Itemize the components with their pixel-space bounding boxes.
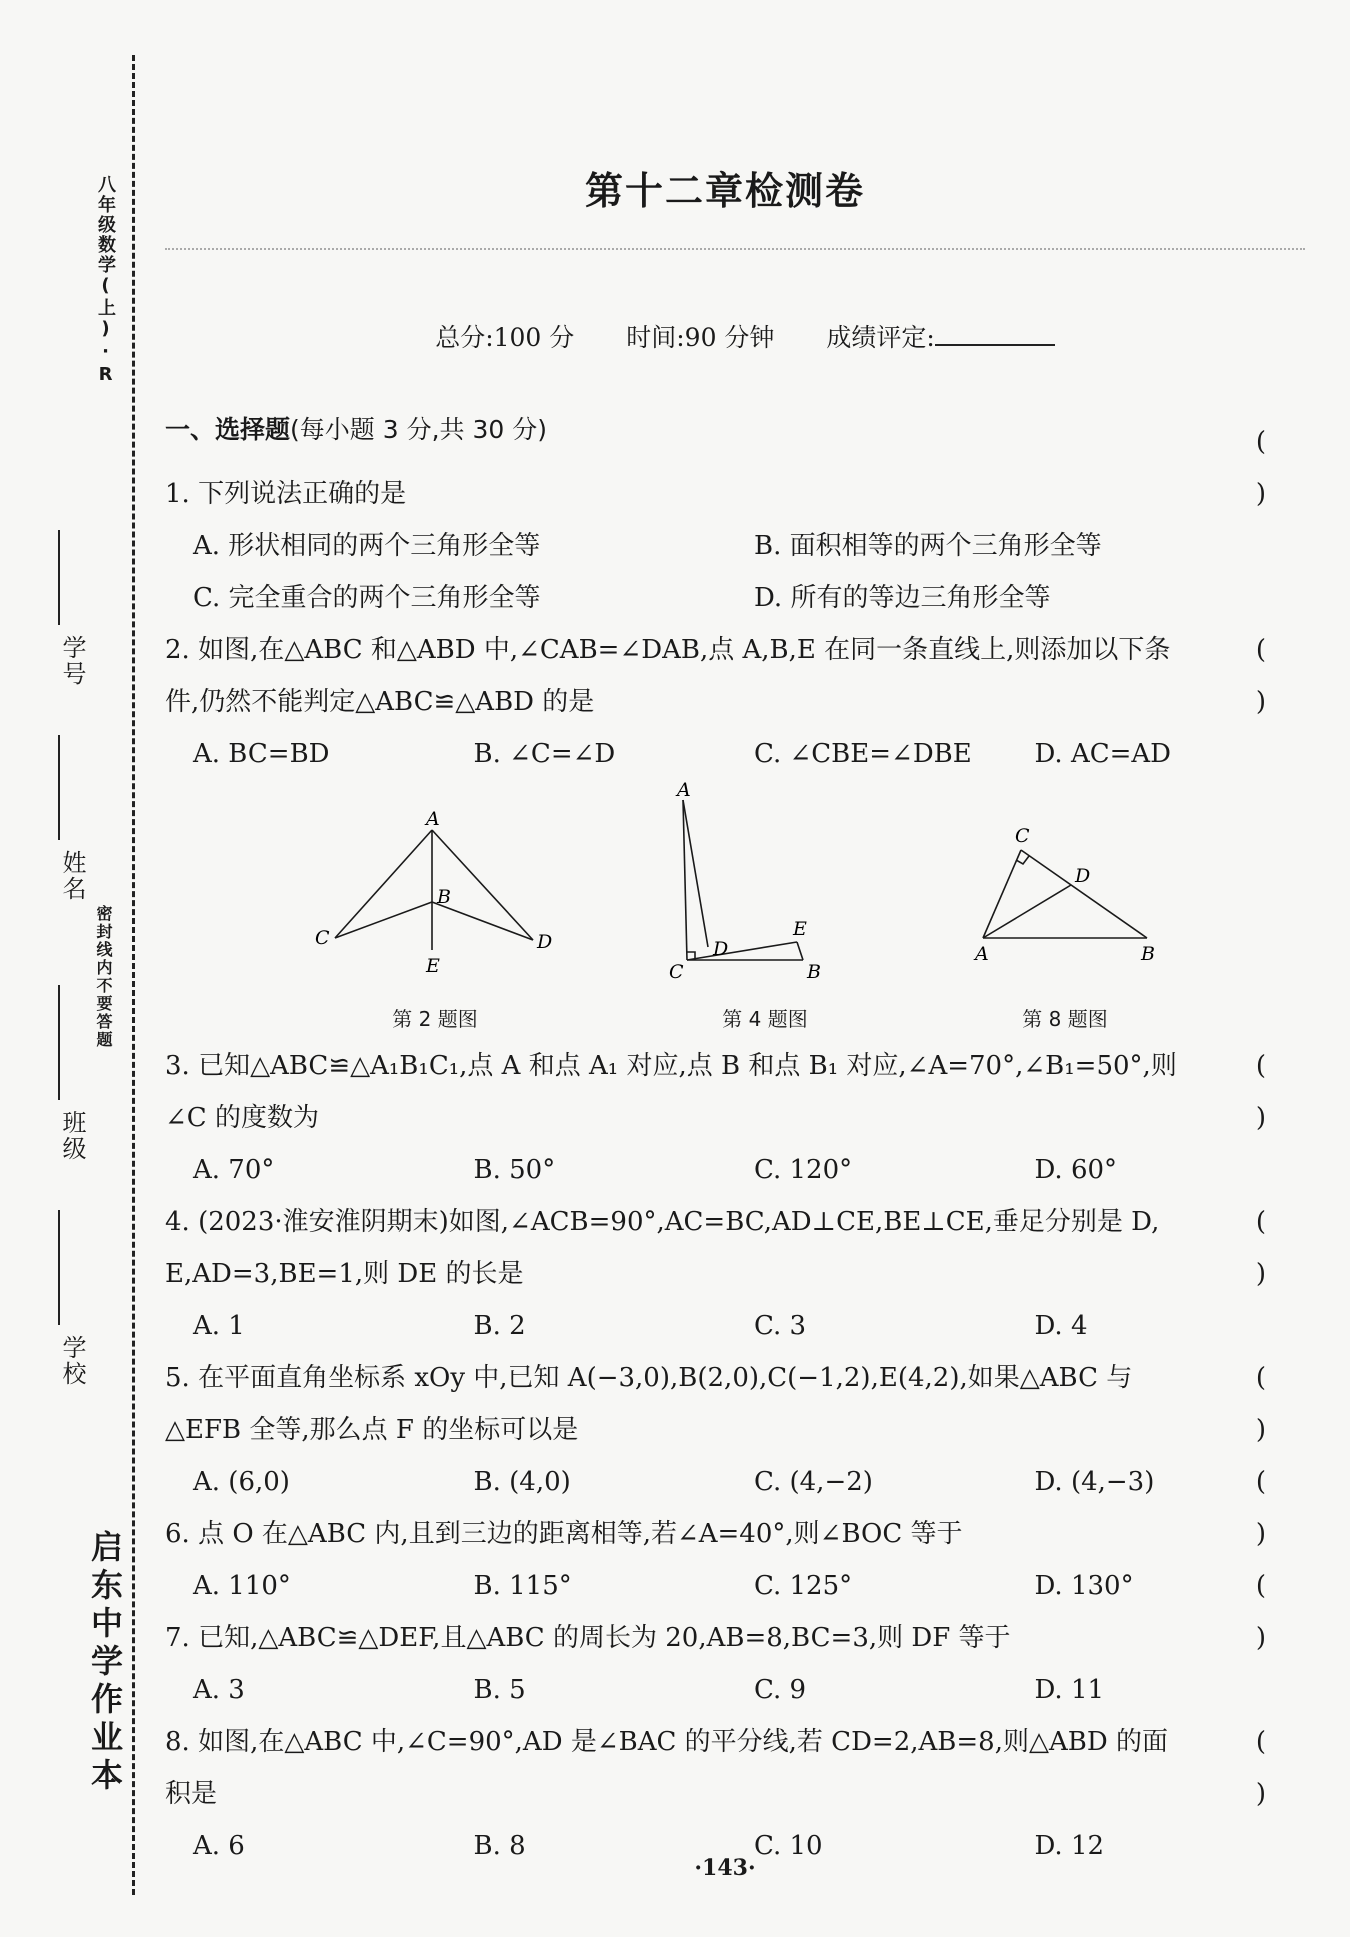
question-stem: 2. 如图,在△ABC 和△ABD 中,∠CAB=∠DAB,点 A,B,E 在同一条直线上,则添加以下条 [165, 635, 1171, 665]
options-q5 [165, 1456, 1315, 1508]
label-a: A [426, 810, 440, 830]
question-stem: 3. 已知△ABC≌△A₁B₁C₁,点 A 和点 A₁ 对应,点 B 和点 B₁ 对应,∠A=70°,∠B₁=50°,则 [165, 1051, 1177, 1081]
field-label-school: 学校 [58, 1335, 86, 1387]
label-d: D [713, 938, 729, 960]
question-stem: ∠C 的度数为 [165, 1103, 319, 1133]
option-d[interactable]: D. 所有的等边三角形全等 [754, 583, 1051, 613]
option-b[interactable]: B. 2 [473, 1311, 526, 1341]
grade-label: 成绩评定: [826, 323, 935, 352]
question-2 [165, 624, 1315, 676]
time-limit: 时间:90 分钟 [626, 323, 775, 352]
option-d[interactable]: D. 60° [1034, 1155, 1118, 1185]
options-q1 [165, 520, 1315, 572]
option-a[interactable]: A. 3 [193, 1675, 245, 1705]
answer-blank[interactable]: ( ) [1255, 1363, 1295, 1445]
question-stem: 4. (2023·淮安淮阴期末)如图,∠ACB=90°,AC=BC,AD⊥CE,BE⊥CE,垂足分别是 D, [165, 1207, 1160, 1237]
option-a[interactable]: A. 6 [193, 1831, 245, 1861]
question-stem: E,AD=3,BE=1,则 DE 的长是 [165, 1259, 524, 1289]
label-a: A [677, 780, 691, 801]
question-3 [165, 1040, 1315, 1092]
question-list [165, 410, 1315, 1872]
option-b[interactable]: B. 115° [473, 1571, 572, 1601]
option-d[interactable]: D. 4 [1034, 1311, 1088, 1341]
label-d: D [537, 931, 553, 953]
caption-fig8: 第 8 题图 [1022, 1007, 1108, 1031]
option-b[interactable]: B. ∠C=∠D [473, 739, 616, 769]
field-line-student-id [58, 530, 60, 625]
question-stem: 件,仍然不能判定△ABC≌△ABD 的是 [165, 687, 595, 717]
option-c[interactable]: C. ∠CBE=∠DBE [754, 739, 972, 769]
option-b[interactable]: B. (4,0) [473, 1467, 571, 1497]
option-a[interactable]: A. (6,0) [193, 1467, 290, 1497]
binding-margin [0, 0, 140, 1937]
question-5 [165, 1352, 1315, 1404]
field-line-school [58, 1210, 60, 1325]
grade-field [826, 323, 1054, 352]
answer-blank[interactable]: ( ) [1255, 1051, 1295, 1133]
section-note: (每小题 3 分,共 30 分) [290, 415, 547, 444]
section-heading [165, 410, 1315, 446]
answer-blank[interactable]: ( ) [1255, 427, 1295, 509]
option-b[interactable]: B. 面积相等的两个三角形全等 [754, 531, 1102, 561]
figure-8-diagram [965, 810, 1165, 985]
answer-blank[interactable]: ( ) [1255, 1571, 1295, 1653]
seal-notice: 密封线内不要答题 [94, 905, 113, 1049]
figure-4-diagram [665, 780, 865, 985]
cut-line [132, 55, 135, 1895]
options-q4 [165, 1300, 1315, 1352]
option-d[interactable]: D. (4,−3) [1034, 1467, 1155, 1497]
options-q2 [165, 728, 1315, 780]
page-number: ·143· [694, 1855, 756, 1881]
question-8 [165, 1716, 1315, 1768]
option-b[interactable]: B. 8 [473, 1831, 526, 1861]
figure-2 [315, 810, 555, 1032]
field-line-name [58, 735, 60, 840]
options-q1-cd [165, 572, 1315, 624]
question-4 [165, 1196, 1315, 1248]
option-d[interactable]: D. 12 [1034, 1831, 1105, 1861]
label-a: A [975, 943, 989, 965]
book-series: 八年级数学(上)·R [95, 175, 116, 387]
label-c: C [669, 961, 684, 983]
option-d[interactable]: D. 130° [1034, 1571, 1134, 1601]
question-stem: △EFB 全等,那么点 F 的坐标可以是 [165, 1415, 579, 1445]
option-c[interactable]: C. 3 [754, 1311, 807, 1341]
question-stem: 8. 如图,在△ABC 中,∠C=90°,AD 是∠BAC 的平分线,若 CD=2,AB=8,则△ABD 的面 [165, 1727, 1168, 1757]
question-stem: 5. 在平面直角坐标系 xOy 中,已知 A(−3,0),B(2,0),C(−1,2),E(4,2),如果△ABC 与 [165, 1363, 1133, 1393]
page-title: 第十二章检测卷 [584, 169, 865, 213]
total-score: 总分:100 分 [435, 323, 575, 352]
label-d: D [1075, 865, 1091, 887]
label-b: B [1141, 943, 1155, 965]
option-c[interactable]: C. 120° [754, 1155, 853, 1185]
option-b[interactable]: B. 5 [473, 1675, 526, 1705]
options-q7 [165, 1664, 1315, 1716]
publisher-name: 启东中学作业本 [86, 1530, 124, 1796]
field-label-name: 姓名 [58, 850, 86, 902]
figure-4 [665, 780, 865, 1032]
field-label-class: 班级 [58, 1110, 86, 1162]
exam-meta [140, 318, 1350, 354]
option-d[interactable]: D. AC=AD [1034, 739, 1172, 769]
field-line-class [58, 985, 60, 1100]
question-stem: 6. 点 O 在△ABC 内,且到三边的距离相等,若∠A=40°,则∠BOC 等于 [165, 1519, 963, 1549]
answer-blank[interactable]: ( ) [1255, 1727, 1295, 1809]
option-c[interactable]: C. (4,−2) [754, 1467, 873, 1497]
question-stem: 1. 下列说法正确的是 [165, 479, 407, 509]
options-q3 [165, 1144, 1315, 1196]
figure-2-diagram [315, 810, 555, 985]
option-c[interactable]: C. 125° [754, 1571, 853, 1601]
caption-fig4: 第 4 题图 [722, 1007, 808, 1031]
option-a[interactable]: A. 形状相同的两个三角形全等 [193, 531, 541, 561]
grade-blank[interactable] [935, 343, 1055, 346]
label-e: E [426, 955, 440, 977]
answer-blank[interactable]: ( ) [1255, 1207, 1295, 1289]
figures-row [165, 780, 1315, 1040]
title-divider [165, 248, 1305, 250]
option-c[interactable]: C. 完全重合的两个三角形全等 [193, 583, 541, 613]
option-a[interactable]: A. 70° [193, 1155, 275, 1185]
question-stem: 7. 已知,△ABC≌△DEF,且△ABC 的周长为 20,AB=8,BC=3,则 DF 等于 [165, 1623, 1011, 1653]
option-d[interactable]: D. 11 [1034, 1675, 1105, 1705]
label-b: B [807, 961, 821, 983]
option-b[interactable]: B. 50° [473, 1155, 556, 1185]
section-title: 一、选择题 [165, 415, 291, 444]
label-c: C [315, 927, 330, 949]
caption-fig2: 第 2 题图 [392, 1007, 478, 1031]
label-b: B [437, 886, 451, 908]
option-a[interactable]: A. 1 [193, 1311, 245, 1341]
label-e: E [793, 918, 807, 940]
option-c[interactable]: C. 10 [754, 1831, 823, 1861]
options-q6 [165, 1560, 1315, 1612]
label-c: C [1015, 825, 1030, 847]
figure-8 [965, 810, 1165, 1032]
field-label-student-id: 学号 [58, 635, 86, 687]
option-a[interactable]: A. 110° [193, 1571, 291, 1601]
answer-blank[interactable]: ( ) [1255, 635, 1295, 717]
option-a[interactable]: A. BC=BD [193, 739, 330, 769]
option-c[interactable]: C. 9 [754, 1675, 807, 1705]
answer-blank[interactable]: ( ) [1255, 1467, 1295, 1549]
question-stem: 积是 [165, 1779, 218, 1809]
